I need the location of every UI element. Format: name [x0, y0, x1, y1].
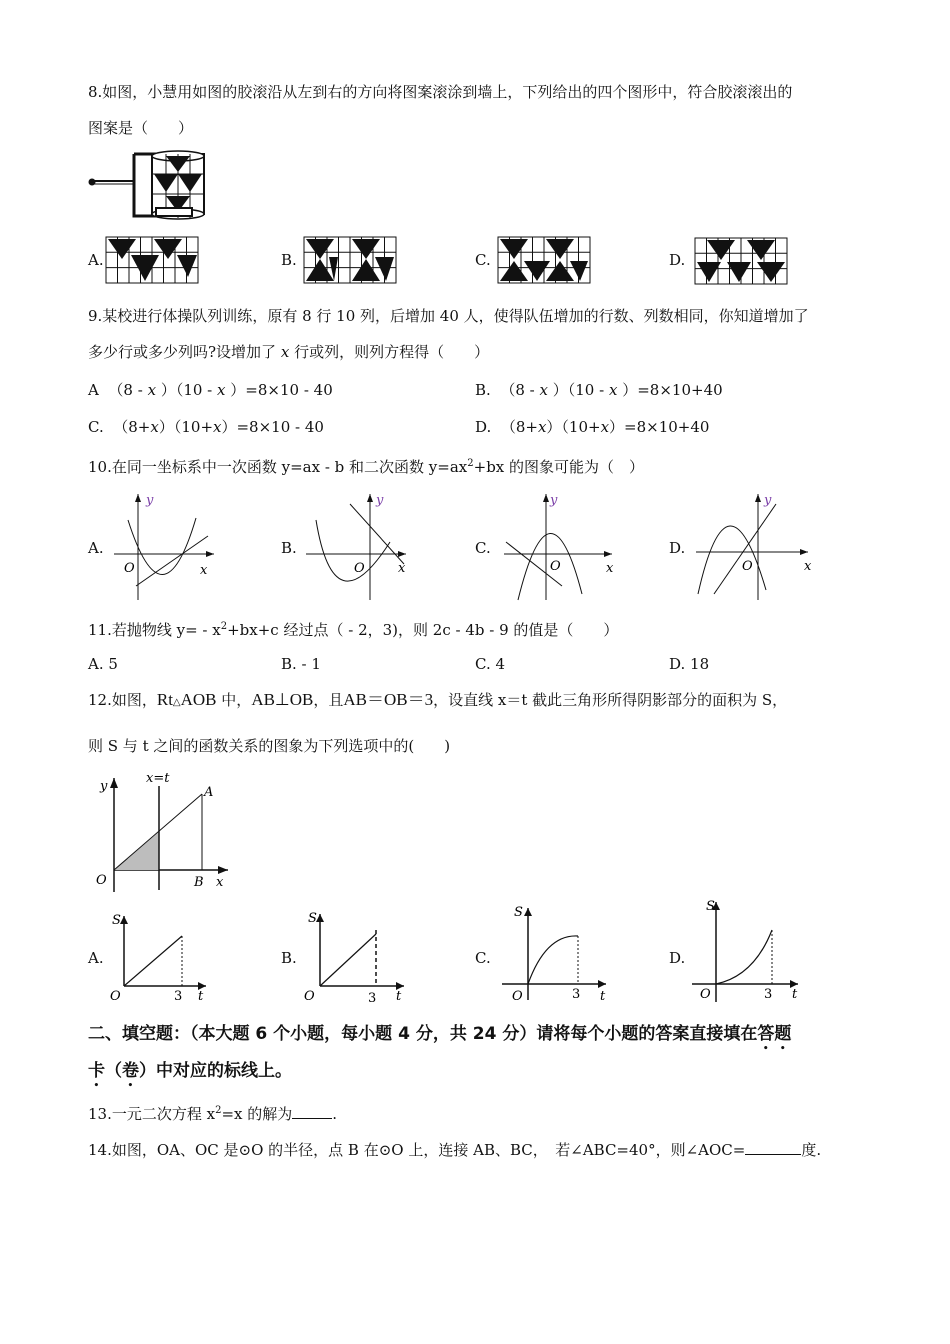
q8-option-c-pattern — [498, 237, 590, 283]
svg-text:O: O — [110, 989, 121, 1004]
q11-option-a: A. 5 — [88, 655, 118, 673]
q8-option-c-label: C. — [475, 251, 491, 269]
svg-text:y: y — [764, 493, 772, 508]
svg-text:O: O — [304, 989, 315, 1004]
svg-text:y: y — [376, 493, 384, 508]
q8-line2: 图案是（ ） — [88, 119, 194, 137]
q10-option-c-label: C. — [475, 539, 491, 557]
q12-graph-b — [300, 906, 410, 1006]
section-2-heading: 二、填空题：（本大题 6 个小题，每小题 4 分，共 24 分）请将每个小题的答案直接填在答题 — [88, 1024, 792, 1044]
svg-text:t: t — [792, 987, 798, 1002]
svg-text:B: B — [194, 875, 204, 890]
q10-option-a-label: A. — [88, 539, 104, 557]
svg-text:O: O — [742, 559, 753, 574]
q14-answer-blank[interactable] — [745, 1140, 801, 1155]
svg-text:3: 3 — [764, 987, 773, 1002]
svg-text:x: x — [398, 561, 406, 576]
svg-text:S: S — [706, 899, 715, 914]
svg-text:y: y — [100, 779, 108, 794]
svg-text:O: O — [124, 561, 135, 576]
svg-text:t: t — [396, 989, 402, 1004]
svg-text:O: O — [700, 987, 711, 1002]
svg-text:O: O — [512, 989, 523, 1004]
svg-text:t: t — [198, 989, 204, 1004]
svg-text:A: A — [204, 785, 214, 800]
svg-text:x: x — [606, 561, 614, 576]
svg-text:t: t — [600, 989, 606, 1004]
q9-option-a: A （8 - x ）（10 - x ）=8×10 - 40 — [88, 381, 333, 399]
q9-option-b: B. （8 - x ）（10 - x ）=8×10+40 — [475, 381, 723, 399]
svg-text:3: 3 — [174, 989, 183, 1004]
q9-option-c: C. （8+x）（10+x）=8×10 - 40 — [88, 418, 324, 436]
q10-option-b-label: B. — [281, 539, 297, 557]
q13-answer-blank[interactable] — [292, 1104, 332, 1119]
section-2-heading-line2: 卡（卷）中对应的标线上。 — [88, 1061, 292, 1081]
q12-triangle-figure — [88, 772, 238, 894]
q9-option-d: D. （8+x）（10+x）=8×10+40 — [475, 418, 710, 436]
q8-option-a-pattern — [106, 237, 198, 283]
svg-text:x=t: x=t — [146, 771, 170, 786]
q12-line2: 则 S 与 t 之间的函数关系的图象为下列选项中的( ) — [88, 737, 451, 755]
q10-option-d-label: D. — [669, 539, 686, 557]
svg-text:S: S — [514, 905, 523, 920]
q8-option-b-label: B. — [281, 251, 297, 269]
q12-graph-d — [690, 896, 804, 1008]
q10-stem: 10.在同一坐标系中一次函数 y=ax - b 和二次函数 $y=ax^2+bx$ 的图象可能为（ ） — [88, 458, 645, 476]
svg-text:S: S — [112, 913, 121, 928]
svg-text:3: 3 — [572, 987, 581, 1002]
svg-text:y: y — [146, 493, 154, 508]
q12-graph-a — [106, 908, 210, 1004]
q8-option-d-label: D. — [669, 251, 686, 269]
svg-text:S: S — [308, 911, 317, 926]
q14-stem: 14.如图，OA、OC 是⊙O 的半径，点 B 在⊙O 上，连接 AB、BC， 若∠ABC=40°，则∠AOC= 度. — [88, 1141, 822, 1159]
q8-option-b-pattern — [304, 237, 396, 283]
q8-line1: 8.如图，小慧用如图的胶滚沿从左到右的方向将图案滚涂到墙上，下列给出的四个图形中，符合胶滚滚出的 — [88, 83, 793, 101]
q13-stem: 13.一元二次方程 $x^2=x$ 的解为 . — [88, 1105, 338, 1123]
svg-text:O: O — [550, 559, 561, 574]
q10-graph-d — [692, 490, 816, 602]
roller-figure — [86, 150, 216, 222]
q12-line1: 12.如图，Rt△AOB 中，AB⊥OB，且AB＝OB＝3，设直线 x＝t 截此三角形所得阴影部分的面积为 S， — [88, 690, 788, 709]
svg-text:x: x — [200, 563, 208, 578]
q12-option-c-label: C. — [475, 949, 491, 967]
q10-graph-b — [302, 490, 414, 602]
q12-option-b-label: B. — [281, 949, 297, 967]
svg-text:x: x — [216, 875, 224, 890]
q11-stem: 11.若抛物线 $y= - x^2+bx+c$ 经过点（ - 2，3)，则 2c - 4b - 9 的值是（ ） — [88, 621, 619, 639]
q8-option-d-pattern — [695, 238, 787, 284]
svg-text:O: O — [354, 561, 365, 576]
svg-text:y: y — [550, 493, 558, 508]
q9-line2: 多少行或多少列吗?设增加了 x 行或列，则列方程得（ ） — [88, 343, 490, 361]
q10-graph-a — [108, 490, 220, 602]
q10-graph-c — [500, 490, 620, 602]
svg-text:x: x — [804, 559, 812, 574]
q8-option-a-label: A. — [88, 251, 104, 269]
q12-option-a-label: A. — [88, 949, 104, 967]
q11-option-c: C. 4 — [475, 655, 506, 673]
svg-text:O: O — [96, 873, 107, 888]
q11-option-d: D. 18 — [669, 655, 710, 673]
q11-option-b: B. - 1 — [281, 655, 321, 673]
q9-line1: 9.某校进行体操队列训练，原有 8 行 10 列，后增加 40 人，使得队伍增加的行数、列数相同，你知道增加了 — [88, 307, 809, 325]
q12-graph-c — [500, 900, 612, 1006]
q12-option-d-label: D. — [669, 949, 686, 967]
svg-text:3: 3 — [368, 991, 377, 1006]
